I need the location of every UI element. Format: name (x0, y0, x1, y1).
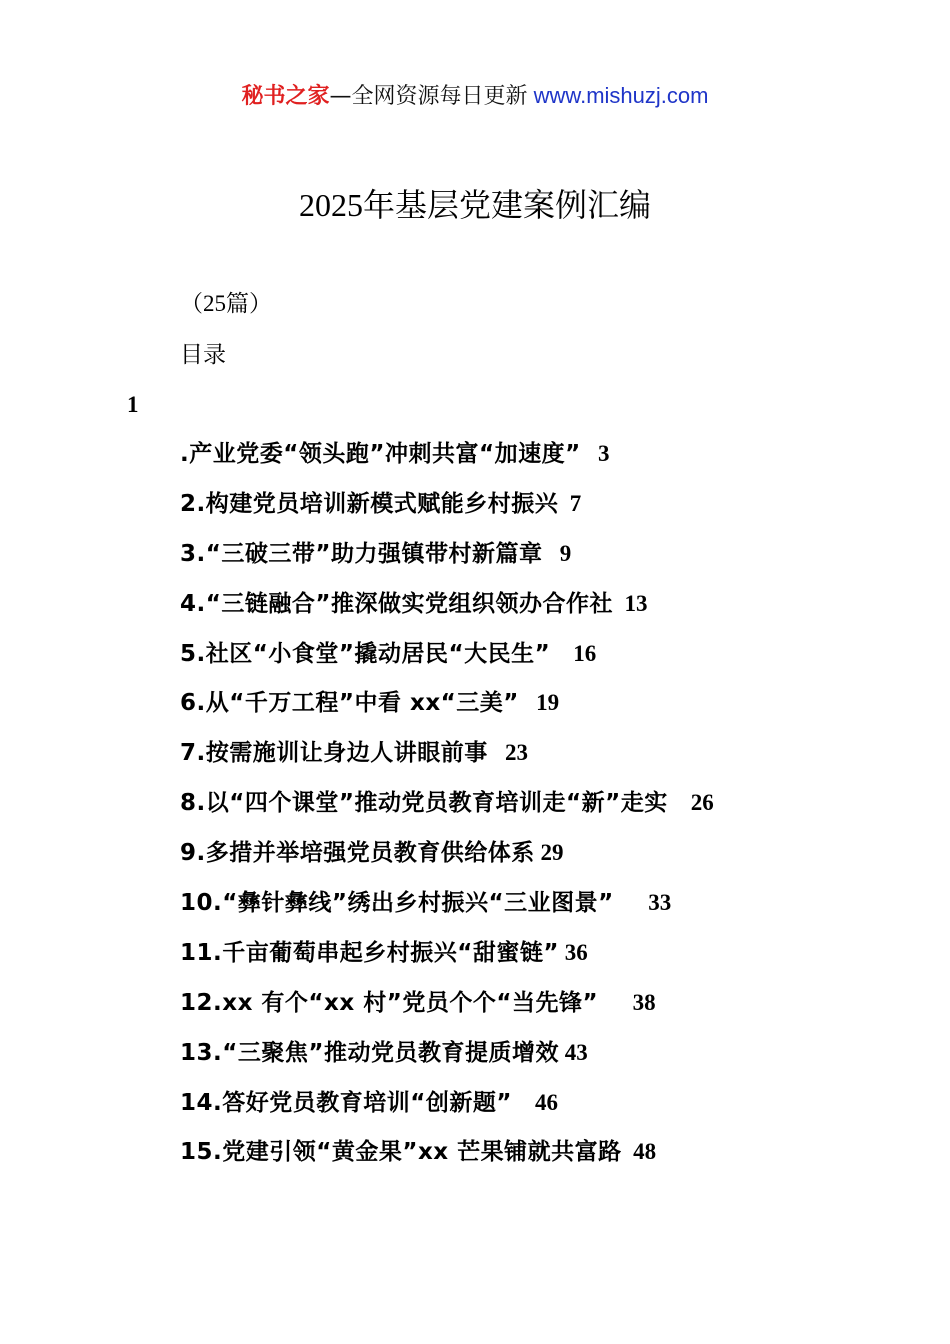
toc-entry-title: 13.“三聚焦”推动党员教育提质增效 (180, 1039, 559, 1066)
toc-entry-page: 33 (613, 890, 672, 916)
toc-entry-title: 8.以“四个课堂”推动党员教育培训走“新”走实 (180, 790, 668, 817)
toc-entry-title: 11.千亩葡萄串起乡村振兴“甜蜜链” (180, 939, 559, 966)
toc-entry-page: 19 (518, 690, 560, 716)
toc-entry[interactable] (180, 637, 714, 687)
toc-entry-title: 15.党建引领“黄金果”xx 芒果铺就共富路 (180, 1139, 622, 1166)
toc-entry[interactable] (180, 886, 714, 936)
header-tagline: —全网资源每日更新 (329, 84, 528, 109)
toc-marker: 1 (127, 392, 139, 417)
toc-list (180, 437, 714, 1185)
count-open: （ (180, 291, 203, 317)
toc-entry-page: 38 (598, 989, 656, 1015)
toc-entry-page: 7 (558, 490, 582, 516)
toc-entry[interactable] (180, 986, 714, 1036)
toc-entry-page: 9 (542, 540, 572, 566)
toc-entry-page: 26 (667, 790, 714, 816)
toc-entry-title: 4.“三链融合”推深做实党组织领办合作社 (180, 590, 613, 617)
toc-entry-page: 29 (534, 840, 564, 866)
toc-entry-page: 46 (511, 1089, 558, 1115)
toc-entry[interactable] (180, 537, 714, 587)
toc-entry[interactable] (180, 487, 714, 537)
toc-entry[interactable] (180, 587, 714, 637)
toc-entry-title: .产业党委“领头跑”冲刺共富“加速度” (180, 441, 581, 467)
toc-entry-title: 7.按需施训让身边人讲眼前事 (180, 740, 488, 767)
toc-entry-title: 2.构建党员培训新模式赋能乡村振兴 (180, 490, 559, 517)
toc-entry[interactable] (180, 686, 714, 736)
toc-entry[interactable] (180, 736, 714, 786)
toc-entry-page: 23 (487, 740, 528, 766)
toc-heading: 目录 (180, 342, 226, 368)
title-year: 2025 (298, 187, 363, 223)
brand-name: 秘书之家 (241, 84, 330, 109)
toc-entry-page: 36 (558, 939, 588, 965)
toc-entry[interactable] (180, 786, 714, 836)
toc-entry-page: 16 (550, 640, 597, 666)
document-title (0, 183, 950, 227)
toc-entry[interactable] (180, 1036, 714, 1086)
toc-entry-page: 3 (580, 441, 610, 466)
toc-entry[interactable] (180, 936, 714, 986)
toc-entry-page: 48 (621, 1139, 657, 1165)
toc-entry-title: 14.答好党员教育培训“创新题” (180, 1089, 512, 1116)
toc-entry[interactable] (180, 437, 714, 487)
toc-entry-page: 13 (612, 590, 648, 616)
count-number: 25 (203, 291, 226, 316)
count-unit: 篇） (226, 291, 272, 317)
toc-entry-title: 9.多措并举培强党员教育供给体系 (180, 840, 535, 867)
toc-entry[interactable] (180, 836, 714, 886)
toc-entry-title: 6.从“千万工程”中看 xx“三美” (180, 690, 519, 717)
toc-entry[interactable] (180, 1135, 714, 1185)
toc-entry-page: 43 (558, 1039, 588, 1065)
title-text: 年基层党建案例汇编 (362, 186, 651, 224)
site-url-link[interactable]: www.mishuzj.com (527, 83, 709, 108)
toc-entry-title: 10.“彝针彝线”绣出乡村振兴“三业图景” (180, 890, 614, 917)
toc-entry-title: 12.xx 有个“xx 村”党员个个“当先锋” (180, 989, 599, 1016)
site-header (0, 80, 950, 113)
article-count (180, 288, 272, 320)
toc-entry[interactable] (180, 1086, 714, 1136)
toc-entry-title: 3.“三破三带”助力强镇带村新篇章 (180, 540, 543, 567)
toc-entry-title: 5.社区“小食堂”撬动居民“大民生” (180, 640, 551, 667)
